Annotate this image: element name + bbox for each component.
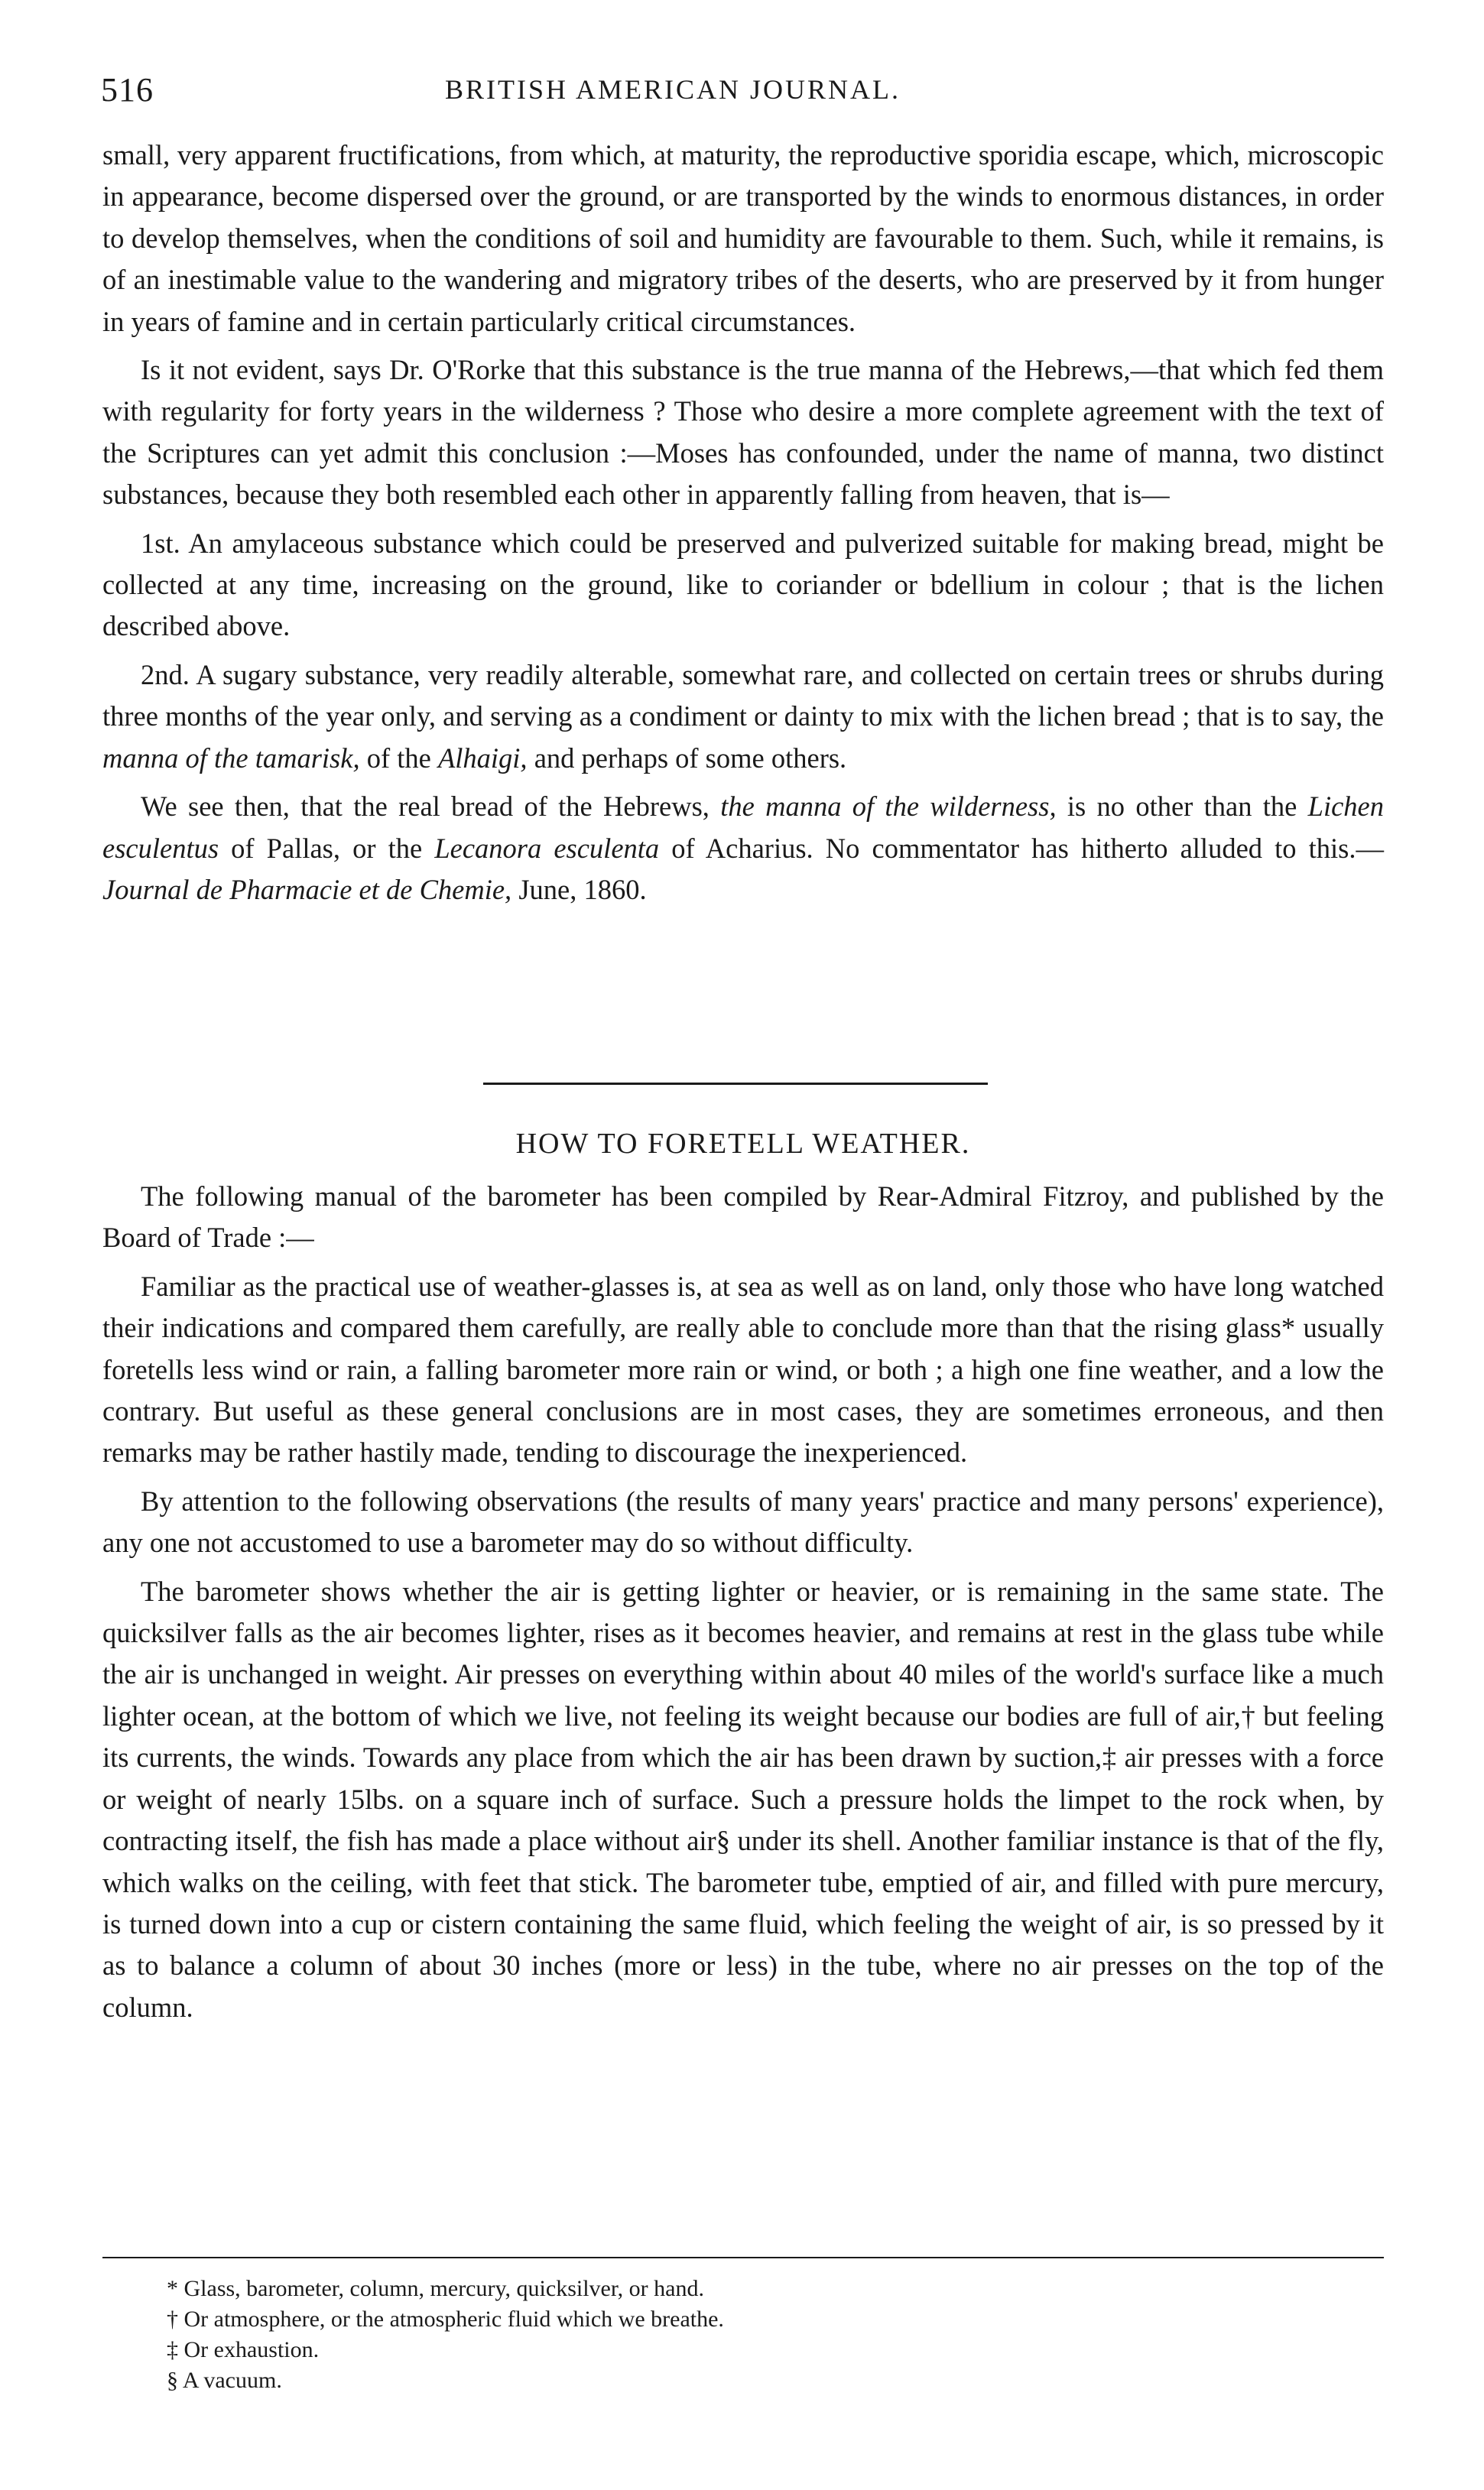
paragraph: The barometer shows whether the air is getting lighter or heavier, or is remaining in the same state. The quicksilver falls as the air becomes lighter, rises as it becomes heavier, and remains at rest in the glass tube while the air is unchanged in weight. Air presses on everything within about 40 miles of the world's surface like a much lighter ocean, at the bottom of which we live, not feeling its weight because our bodies are full of air,† but feeling its currents, the winds. Towards any place from which the air has been drawn by suction,‡ air presses with a force or weight of nearly 15lbs. on a square inch of surface. Such a pressure holds the limpet to the rock when, by contracting itself, the fish has made a place without air§ under its shell. Another familiar instance is that of the fly, which walks on the ceiling, with feet that stick. The barometer tube, emptied of air, and filled with pure mercury, is turned down into a cup or cistern containing the same fluid, which feeling the weight of air, is so pressed by it as to balance a column of about 30 inches (more or less) in the tube, where no air presses on the top of the column. [102,1575,1384,2023]
footnote: § A vacuum. [167,2368,282,2393]
section-title: HOW TO FORETELL WEATHER. [515,1128,971,1160]
text-run: We see then, that the real bread of the Hebrews, [141,791,721,823]
text-run: of Acharius. No commentator has hitherto alluded to this.— [659,832,1384,864]
italic-term: manna of the tamarisk, [102,742,360,774]
footnote-divider [102,2257,1384,2258]
paragraph [102,654,1384,779]
paragraph: The following manual of the barometer has been compiled by Rear-Admiral Fitzroy, and published by the Board of Trade :— [102,1180,1384,1254]
manna-article [102,135,1384,917]
section-divider [483,1083,988,1085]
italic-term: Lecanora esculenta [434,832,660,864]
footnote: * Glass, barometer, column, mercury, quicksilver, or hand. [167,2276,704,2301]
weather-article [102,1176,1384,2035]
text-run: June, 1860. [511,873,647,905]
italic-term: the manna of the wilderness, [720,791,1057,823]
footnote: ‡ Or exhaustion. [167,2337,320,2362]
paragraph [102,786,1384,911]
footnotes [167,2274,1314,2396]
text-run: of the [359,742,438,774]
text-run: 2nd. A sugary substance, very readily alterable, somewhat rare, and collected on certain trees or shrubs during three months of the year only, and serving as a condiment or dainty to mix with the lichen bread ; that is to say, the [102,658,1384,732]
paragraph: Is it not evident, says Dr. O'Rorke that this substance is the true manna of the Hebrews,—that which fed them with regularity for forty years in the wilderness ? Those who desire a more complete agreement with the text of the Scriptures can yet admit this conclusion :—Moses has confounded, under the name of manna, two distinct substances, because they both resembled each other in apparently falling from heaven, that is— [102,354,1384,511]
text-run: and perhaps of some others. [527,742,847,774]
text-run: is no other than the [1056,791,1308,823]
page-header [101,70,1385,116]
footnote: † Or atmosphere, or the atmospheric fluid which we breathe. [167,2307,724,2332]
italic-term: Alhaigi, [437,742,528,774]
paragraph: small, very apparent fructifications, from which, at maturity, the reproductive sporidia escape, which, microscopic in appearance, become dispersed over the ground, or are transported by the winds to enormous distances, in order to develop themselves, when the conditions of soil and humidity are favourable to them. Such, while it remains, is of an inestimable value to the wandering and migratory tribes of the deserts, who are preserved by it from hunger in years of famine and in certain particularly critical circumstances. [102,139,1384,337]
paragraph: Familiar as the practical use of weather-glasses is, at sea as well as on land, only those who have long watched their indications and compared them carefully, are really able to conclude more than that the rising glass* usually foretells less wind or rain, a falling barometer more rain or wind, or both ; a high one fine weather, and a low the contrary. But useful as these general conclusions are in most cases, they are sometimes erroneous, and then remarks may be rather hastily made, tending to discourage the inexperienced. [102,1270,1384,1469]
page-number: 516 [101,71,154,109]
paragraph: 1st. An amylaceous substance which could be preserved and pulverized suitable for making bread, might be collected at any time, increasing on the ground, like to coriander or bdellium in colour ; that is the lichen described above. [102,527,1384,642]
citation-source: Journal de Pharmacie et de Chemie, [102,873,512,905]
text-run: of Pallas, or the [219,832,435,864]
running-head: BRITISH AMERICAN JOURNAL. [445,74,901,105]
italic-term: Lichen esculentus [102,791,1384,864]
paragraph: By attention to the following observations (the results of many years' practice and many persons' experience), any one not accustomed to use a barometer may do so without difficulty. [102,1485,1384,1559]
